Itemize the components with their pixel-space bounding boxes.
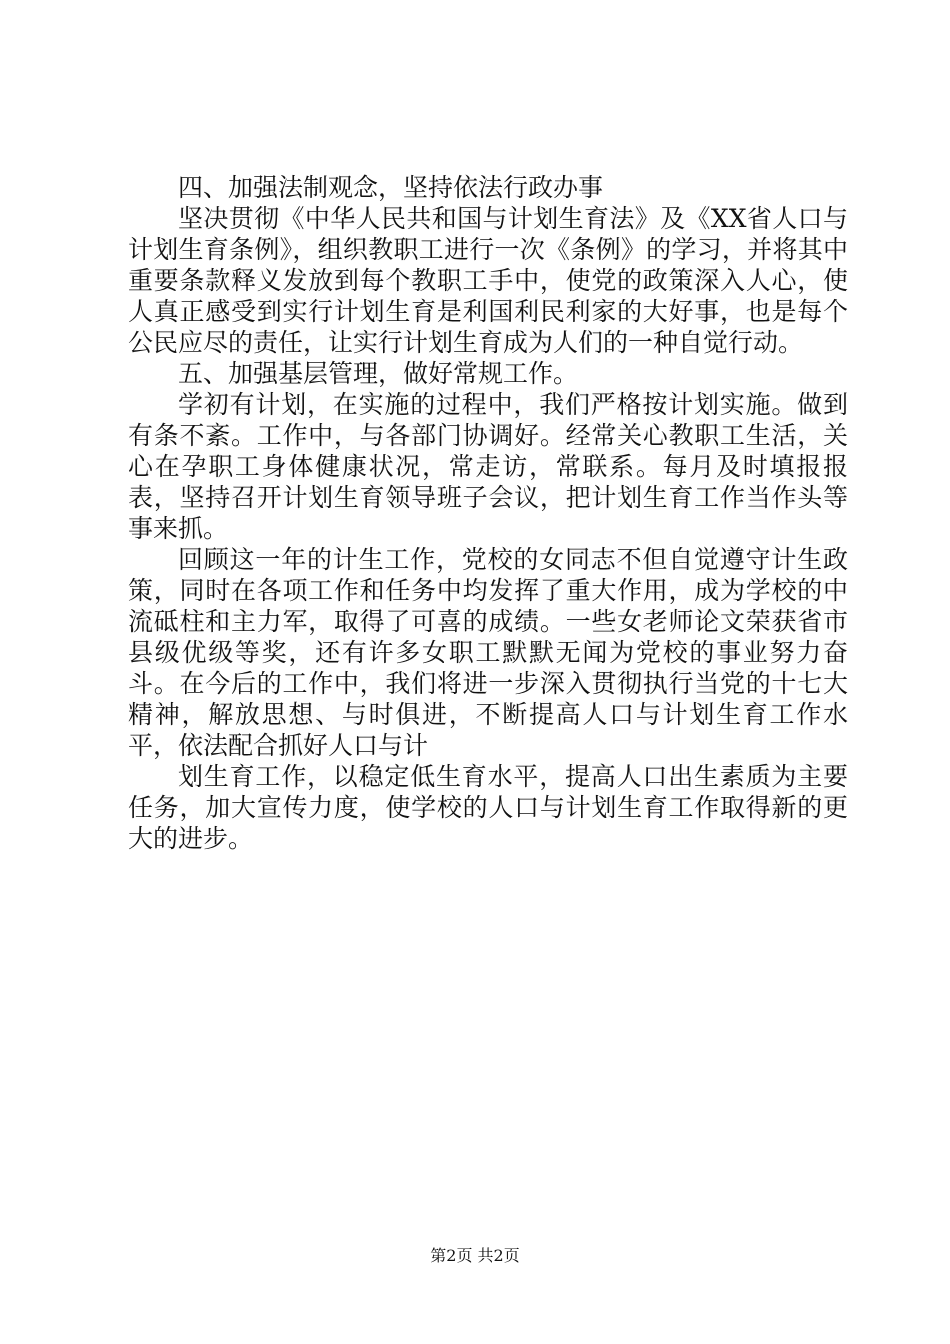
section-heading-management: 五、加强基层管理，做好常规工作。 (178, 359, 579, 388)
paragraph-law: 坚决贯彻《中华人民共和国与计划生育法》及《XX省人口与计划生育条例》，组织教职工进行一次《条例》的学习，并将其中重要条款释义发放到每个教职工手中，使党的政策深入人心，使人真正感受到实行计划生育是利国利民利家的大好事，也是每个公民应尽的责任，让实行计划生育成为人们的一种自觉行动。 (128, 204, 848, 357)
paragraph-management: 学初有计划，在实施的过程中，我们严格按计划实施。做到有条不紊。工作中，与各部门协调好。经常关心教职工生活，关心在孕职工身体健康状况，常走访，常联系。每月及时填报报表，坚持召开计划生育领导班子会议，把计划生育工作当作头等事来抓。 (128, 390, 848, 543)
paragraph-conclusion: 划生育工作，以稳定低生育水平，提高人口出生素质为主要任务，加大宣传力度，使学校的人口与计划生育工作取得新的更大的进步。 (128, 762, 848, 853)
paragraph-review: 回顾这一年的计生工作，党校的女同志不但自觉遵守计生政策，同时在各项工作和任务中均发挥了重大作用，成为学校的中流砥柱和主力军，取得了可喜的成绩。一些女老师论文荣获省市县级优级等奖，还有许多女职工默默无闻为党校的事业努力奋斗。在今后的工作中，我们将进一步深入贯彻执行当党的十七大精神，解放思想、与时俱进，不断提高人口与计划生育工作水平，依法配合抓好人口与计 (128, 545, 848, 760)
section-heading-law: 四、加强法制观念，坚持依法行政办事 (178, 173, 604, 202)
page-number-footer: 第2页 共2页 (430, 1246, 520, 1265)
document-body (128, 172, 848, 854)
